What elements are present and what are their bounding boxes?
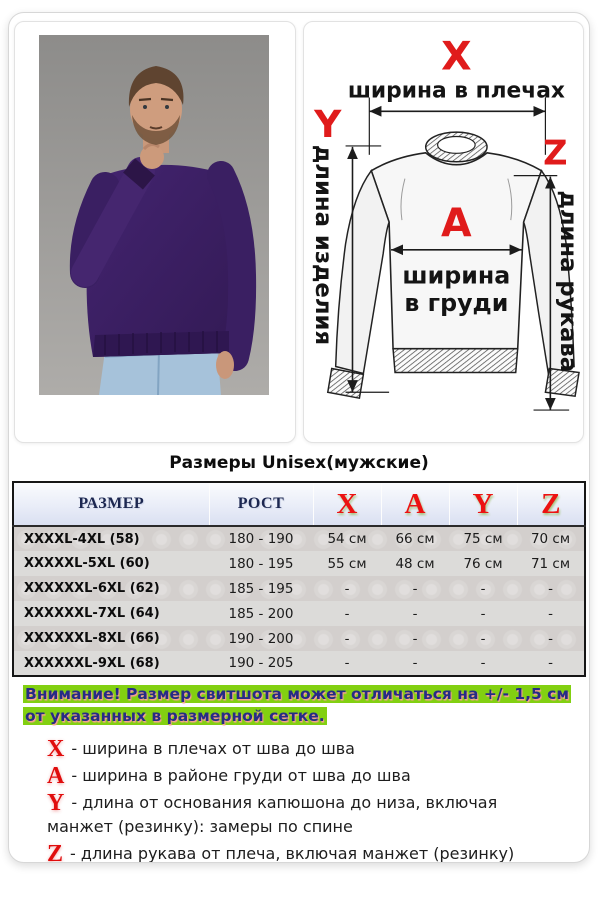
model-photo-card [14,21,296,443]
x-cell: 55 см [327,555,367,572]
legend-item [47,737,565,761]
measurement-legend [9,729,589,863]
a-cell: 66 см [395,531,435,547]
waistband [393,349,518,373]
table-row [13,601,585,626]
column-header-z: Z [517,482,585,526]
x-cell: 54 см [327,531,367,547]
z-cell: - [548,605,553,622]
legend-text: - ширина в плечах от шва до шва [71,739,355,759]
legend-letter: A [47,763,65,790]
table-row [13,626,585,651]
z-cell: - [548,655,553,671]
diagram-z-label: длина рукава [554,190,581,373]
diagram-a-letter: A [440,199,472,246]
table-row [13,651,585,676]
column-header-size: РАЗМЕР [13,482,209,526]
legend-letter: Y [47,790,65,817]
legend-text: - длина рукава от плеча, включая манжет (резинку) [70,843,515,863]
legend-item [47,791,565,838]
x-cell: - [344,630,350,647]
top-cards-row [9,13,589,443]
legend-text: - ширина в районе груди от шва до шва [71,766,411,786]
size-cell: XXXXL-4XL (58) [24,531,140,547]
a-cell: 48 см [395,555,435,572]
diagram-y-letter: Y [313,102,341,147]
diagram-x-letter: X [440,33,472,80]
height-cell: 180 - 195 [228,555,294,572]
diagram-a-label-line2: в груди [403,289,508,318]
a-cell: - [412,605,418,622]
y-cell: 75 см [463,531,503,547]
legend-item [47,764,565,788]
legend-letter: X [47,736,65,763]
a-cell: - [412,580,418,597]
z-cell: 70 см [530,531,571,547]
height-cell: 180 - 190 [228,531,294,547]
left-cuff [327,369,363,399]
diagram-a-label-line1: ширина [401,261,510,290]
a-cell: - [412,630,418,647]
column-header-y: Y [449,482,517,526]
table-row [13,576,585,601]
product-info-panel [8,12,590,863]
y-cell: 76 см [463,555,503,572]
x-cell: - [344,655,350,671]
size-cell: XXXXXXL-7XL (64) [24,606,160,621]
column-header-a: A [381,482,449,526]
height-cell: 185 - 200 [228,605,294,622]
diagram-y-label: длина изделия [309,144,336,346]
size-table-body [13,526,585,676]
z-cell: 71 см [530,555,571,572]
page-title: Размеры Unisex(мужские) [169,453,429,473]
height-cell: 185 - 195 [228,580,294,597]
size-warning-text: Внимание! Размер свитшота может отличаться на +/- 1,5 см от указанных в размерной сетке. [25,685,570,725]
size-cell: XXXXXXL-8XL (66) [24,631,160,646]
column-header-height: РОСТ [209,482,313,526]
size-table [12,481,586,677]
x-cell: - [344,605,350,622]
y-cell: - [480,605,486,622]
y-cell: - [480,580,486,597]
legend-item [47,842,565,863]
a-cell: - [412,655,418,671]
diagram-x-label: ширина в плечах [347,78,565,104]
legend-text: - длина от основания капюшона до низа, включая манжет (резинку): замеры по спине [47,793,498,837]
table-row [13,526,585,551]
height-cell: 190 - 200 [228,630,294,647]
height-cell: 190 - 205 [228,655,294,671]
size-warning [23,684,577,727]
diagram-z-letter: Z [542,133,568,173]
measurement-diagram [306,24,583,438]
sweatshirt-body-outline [371,153,541,349]
x-cell: - [344,580,350,597]
z-cell: - [548,580,553,597]
size-cell: XXXXXXL-6XL (62) [24,581,160,596]
table-row [13,551,585,576]
size-cell: XXXXXL-5XL (60) [24,556,150,571]
z-cell: - [548,630,553,647]
legend-letter: Z [47,840,64,863]
column-header-x: X [313,482,381,526]
model-photo [39,35,269,395]
measurement-diagram-card [303,21,584,443]
y-cell: - [480,655,486,671]
size-cell: XXXXXXL-9XL (68) [24,655,160,671]
size-table-header [13,482,585,526]
y-cell: - [480,630,486,647]
